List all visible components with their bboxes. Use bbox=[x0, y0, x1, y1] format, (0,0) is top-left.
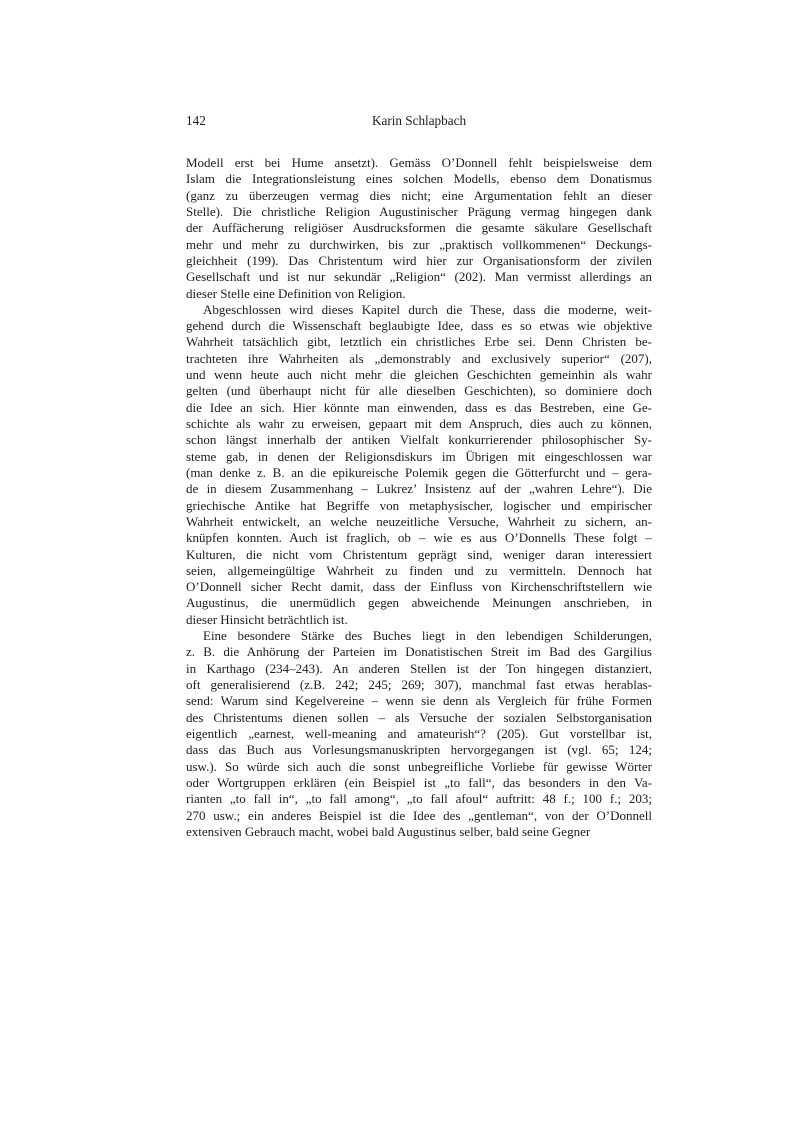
text-line: rianten „to fall in“, „to fall among“, „to fall afoul“ auftritt: 48 f.; 100 f.; 203; bbox=[186, 791, 652, 807]
text-line: oder Wortgruppen erklären (ein Beispiel ist „to fall“, das besonders in den Va- bbox=[186, 774, 652, 790]
text-line: gelten (und überhaupt nicht für alle dieselben Geschichten), so dominiere doch bbox=[186, 383, 652, 399]
text-line: gleichheit (199). Das Christentum wird hier zur Organisationsform der zivilen bbox=[186, 252, 652, 268]
running-header bbox=[186, 112, 652, 129]
text-line: mehr und mehr zu durchwirken, bis zur „praktisch vollkommenen“ Deckungs- bbox=[186, 236, 652, 252]
paragraph bbox=[186, 302, 652, 628]
text-line: steme gab, in denen der Religionsdiskurs im Übrigen mit eingeschlossen war bbox=[186, 448, 652, 464]
text-line: (ganz zu überzeugen vermag dies nicht; eine Argumentation fehlt an dieser bbox=[186, 187, 652, 203]
text-line: oft generalisierend (z.B. 242; 245; 269; 307), manchmal fast etwas herablas- bbox=[186, 677, 652, 692]
page-number: 142 bbox=[186, 113, 206, 128]
text-line: griechische Antike hat Begriffe von metaphysischer, logischer und empirischer bbox=[186, 497, 652, 513]
text-line: Wahrheit tatsächlich gibt, letztlich ein christliches Erbe sei. Denn Christen be- bbox=[186, 334, 652, 350]
text-line: und wenn heute auch nicht mehr die gleichen Geschichten gemeinhin als wahr bbox=[186, 367, 652, 383]
text-line: der Auffächerung religiöser Ausdrucksformen die gesamte säkulare Gesellschaft bbox=[186, 220, 652, 236]
text-line: Modell erst bei Hume ansetzt). Gemäss O’Donnell fehlt beispielsweise dem bbox=[186, 155, 652, 170]
text-line: die Idee an sich. Hier könnte man einwenden, dass es das Bestreben, eine Ge- bbox=[186, 399, 652, 415]
text-line: Augustinus, die unermüdlich gegen abweichende Meinungen anschrieben, in bbox=[186, 595, 652, 611]
text-line: dass das Buch aus Vorlesungsmanuskripten hervorgegangen ist (vgl. 65; 124; bbox=[186, 742, 652, 758]
text-line: Abgeschlossen wird dieses Kapitel durch die These, dass die moderne, weit- bbox=[203, 301, 652, 317]
text-line: eigentlich „earnest, well-meaning and amateurish“? (205). Gut vorstellbar ist, bbox=[186, 725, 652, 741]
text-line: Islam die Integrationsleistung eines solchen Modells, ebenso dem Donatismus bbox=[186, 171, 652, 187]
text-line: z. B. die Anhörung der Parteien im Donatistischen Streit im Bad des Gargilius bbox=[186, 644, 652, 660]
text-line: send: Warum sind Kegelvereine – wenn sie denn als Vergleich für frühe Formen bbox=[186, 693, 652, 709]
text-line: Stelle). Die christliche Religion Augustinischer Prägung vermag hingegen dank bbox=[186, 203, 652, 219]
text-line: gehend durch die Wissenschaft beglaubigte Idee, dass es so etwas wie objektive bbox=[186, 318, 652, 334]
text-line: knüpfen konnten. Auch ist fraglich, ob – wie es aus O’Donnells These folgt – bbox=[186, 530, 652, 546]
text-line: schon längst innerhalb der antiken Vielfalt konkurrierender philosophischer Sy- bbox=[186, 432, 652, 448]
text-line: in Karthago (234–243). An anderen Stellen ist der Ton hingegen distanziert, bbox=[186, 660, 652, 676]
text-line: seien, allgemeingültige Wahrheit zu finden und zu vermitteln. Dennoch hat bbox=[186, 562, 652, 578]
paragraph bbox=[186, 628, 652, 840]
text-line: dieser Hinsicht beträchtlich ist. bbox=[186, 611, 348, 627]
text-line: trachteten ihre Wahrheiten als „demonstrably and exclusively superior“ (207), bbox=[186, 350, 652, 366]
text-line: (man denke z. B. an die epikureische Polemik gegen die Götterfurcht und – gera- bbox=[186, 464, 652, 480]
text-line: usw.). So würde sich auch die sonst unbegreifliche Vorliebe für gewisse Wörter bbox=[186, 758, 652, 774]
text-line: O’Donnell sicher Recht damit, dass der Einfluss von Kirchenschriftstellern wie bbox=[186, 579, 652, 595]
running-title-author: Karin Schlapbach bbox=[371, 113, 467, 128]
text-line: schichte als wahr zu erweisen, gepaart mit dem Anspruch, dies auch zu können, bbox=[186, 416, 652, 431]
text-line: Eine besondere Stärke des Buches liegt in den lebendigen Schilderungen, bbox=[203, 628, 652, 644]
text-line: Gesellschaft und ist nur sekundär „Religion“ (202). Man vermisst allerdings an bbox=[186, 269, 652, 285]
text-line: de in diesem Zusammenhang – Lukrez’ Insistenz auf der „wahren Lehre“). Die bbox=[186, 481, 652, 497]
text-line: dieser Stelle eine Definition von Religion. bbox=[186, 285, 406, 301]
text-line: Wahrheit entwickelt, an welche neuzeitliche Versuche, Wahrheit zu sichern, an- bbox=[186, 513, 652, 529]
text-line: extensiven Gebrauch macht, wobei bald Augustinus selber, bald seine Gegner bbox=[186, 823, 591, 839]
text-line: 270 usw.; ein anderes Beispiel ist die Idee des „gentleman“, von der O’Donnell bbox=[186, 807, 652, 823]
text-line: des Christentums dienen sollen – als Versuche der sozialen Selbstorganisation bbox=[186, 709, 652, 725]
body-text bbox=[186, 155, 652, 840]
text-line: Kulturen, die nicht vom Christentum geprägt sind, weniger daran interessiert bbox=[186, 546, 652, 562]
paragraph bbox=[186, 155, 652, 302]
